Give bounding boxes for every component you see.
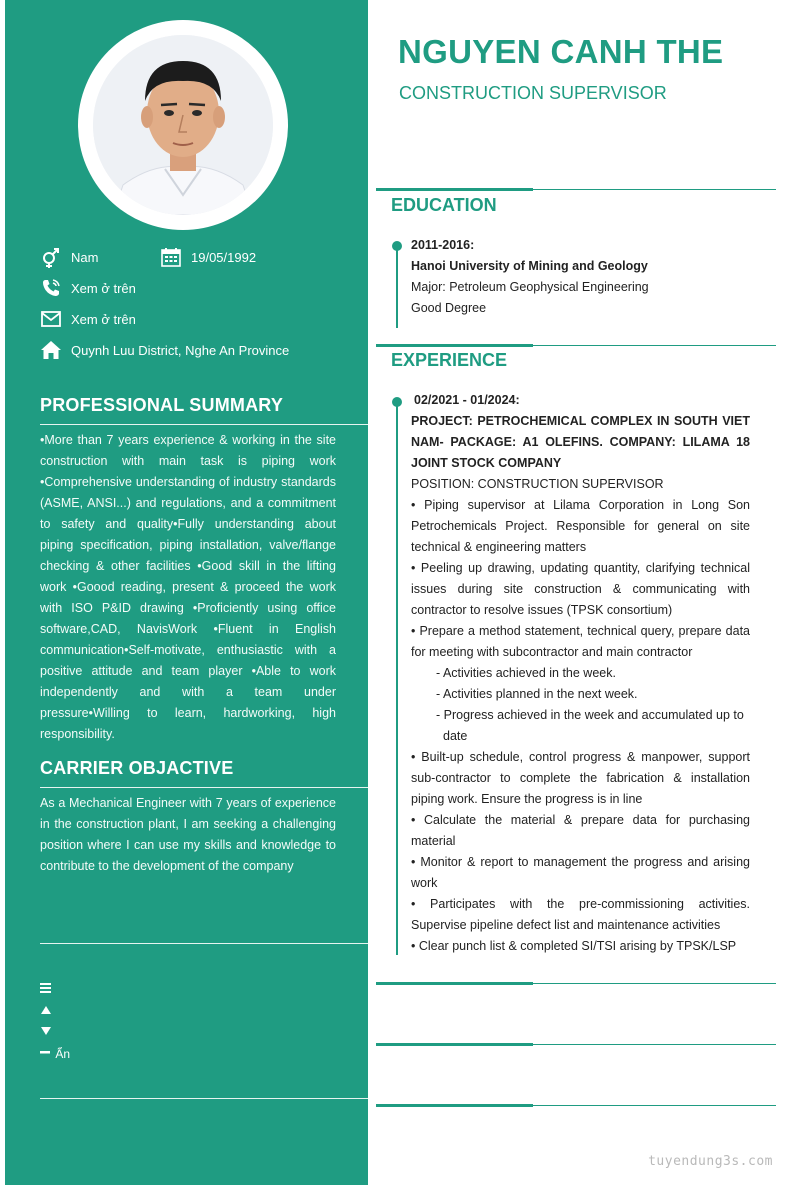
experience-item: • Peeling up drawing, updating quantity, clarifying technical issues during site construction & communicating with contractor to resolve issues (TPSK consortium) xyxy=(411,561,750,617)
education-timeline-dot xyxy=(392,241,402,251)
birthday-value: 19/05/1992 xyxy=(191,249,257,265)
experience-subitem: - Progress achieved in the week and accumulated up to date xyxy=(436,708,744,743)
address-value: Quynh Luu District, Nghe An Province xyxy=(71,342,290,358)
education-title: EDUCATION xyxy=(391,195,497,215)
calendar-icon xyxy=(160,246,182,268)
experience-title: EXPERIENCE xyxy=(391,350,508,370)
experience-item: • Calculate the material & prepare data for purchasing material xyxy=(411,813,750,848)
candidate-role: CONSTRUCTION SUPERVISOR xyxy=(399,83,667,103)
experience-item: • Monitor & report to management the progress and arising work xyxy=(411,855,750,890)
section-divider xyxy=(376,982,776,984)
objective-divider xyxy=(40,787,368,788)
education-degree: Good Degree xyxy=(411,301,487,315)
experience-position: POSITION: CONSTRUCTION SUPERVISOR xyxy=(411,477,664,491)
experience-period: 02/2021 - 01/2024: xyxy=(414,393,520,407)
hide-button[interactable] xyxy=(40,1046,70,1061)
watermark: tuyendung3s.com xyxy=(648,1154,773,1169)
minus-icon xyxy=(40,1046,52,1061)
experience-subitem: - Activities planned in the next week. xyxy=(436,687,638,701)
gender-row xyxy=(40,246,98,268)
experience-subitem: - Activities achieved in the week. xyxy=(436,666,616,680)
birthday-row xyxy=(160,246,256,268)
block-divider-top xyxy=(40,943,368,944)
summary-title: PROFESSIONAL SUMMARY xyxy=(40,395,284,415)
home-icon xyxy=(40,339,62,361)
experience-project: PROJECT: PETROCHEMICAL COMPLEX IN SOUTH VIET NAM- PACKAGE: A1 OLEFINS. COMPANY: LILAMA 18 JOINT STOCK COMPANY xyxy=(411,414,750,470)
education-school: Hanoi University of Mining and Geology xyxy=(411,259,648,273)
education-timeline xyxy=(396,244,398,328)
avatar[interactable] xyxy=(93,35,273,215)
experience-item: • Prepare a method statement, technical query, prepare data for meeting with subcontractor and main contractor xyxy=(411,624,750,659)
phone-icon xyxy=(40,277,62,299)
candidate-name: NGUYEN CANH THE xyxy=(398,33,724,70)
experience-item: • Participates with the pre-commissioning activities. Supervise pipeline defect list and maintenance activities xyxy=(411,897,750,932)
summary-text: •More than 7 years experience & working in the site construction with main task is piping work •Comprehensive understanding of industry standards (ASME, ANSI...) and regulations, and a commitment to safety and quality•Fully understanding about piping specification, piping installation, valve/flange checking & other facilities •Good skill in the lifting work •Goood reading, present & proceed the work with ISO P&ID drawing •Proficiently using office software,CAD, NavisWork •Fluent in English communication•Self-motivate, enthusiastic with a positive attitude and team player •Able to work independently and with a team under pressure•Willing to learn, hardworking, high responsibility. xyxy=(40,433,336,741)
email-value: Xem ở trên xyxy=(71,311,136,327)
experience-entry xyxy=(411,390,750,957)
experience-item: • Clear punch list & completed SI/TSI arising by TPSK/LSP xyxy=(411,939,737,953)
hide-label: Ẩn xyxy=(55,1047,71,1061)
phone-value: Xem ở trên xyxy=(71,280,136,296)
education-entry xyxy=(411,235,750,319)
experience-item: • Piping supervisor at Lilama Corporation in Long Son Petrochemicals Project. Responsible for general on site technical & engineering matters xyxy=(411,498,750,554)
address-row xyxy=(40,339,289,361)
section-divider xyxy=(376,1104,776,1106)
section-divider xyxy=(376,1043,776,1045)
email-row xyxy=(40,308,136,330)
education-major: Major: Petroleum Geophysical Engineering xyxy=(411,280,649,294)
menu-icon[interactable] xyxy=(40,982,52,997)
education-divider xyxy=(376,188,776,190)
experience-divider xyxy=(376,344,776,346)
arrow-down-icon[interactable] xyxy=(40,1025,52,1040)
summary-divider xyxy=(40,424,368,425)
arrow-up-icon[interactable] xyxy=(40,1004,52,1019)
block-divider-bottom xyxy=(40,1098,368,1099)
avatar-frame xyxy=(78,20,288,230)
experience-timeline xyxy=(396,400,398,955)
education-period: 2011-2016: xyxy=(411,238,475,252)
experience-timeline-dot xyxy=(392,397,402,407)
objective-title: CARRIER OBJACTIVE xyxy=(40,758,234,778)
mail-icon xyxy=(40,308,62,330)
phone-row xyxy=(40,277,136,299)
experience-item: • Built-up schedule, control progress & manpower, support sub-contractor to complete the fabrication & installation piping work. Ensure the progress is in line xyxy=(411,750,750,806)
gender-icon xyxy=(40,246,62,268)
objective-text: As a Mechanical Engineer with 7 years of experience in the construction plant, I am seeking a challenging position where I can use my skills and knowledge to contribute to the development of the company xyxy=(40,796,336,873)
sidebar xyxy=(5,0,368,1185)
gender-value: Nam xyxy=(71,249,99,265)
